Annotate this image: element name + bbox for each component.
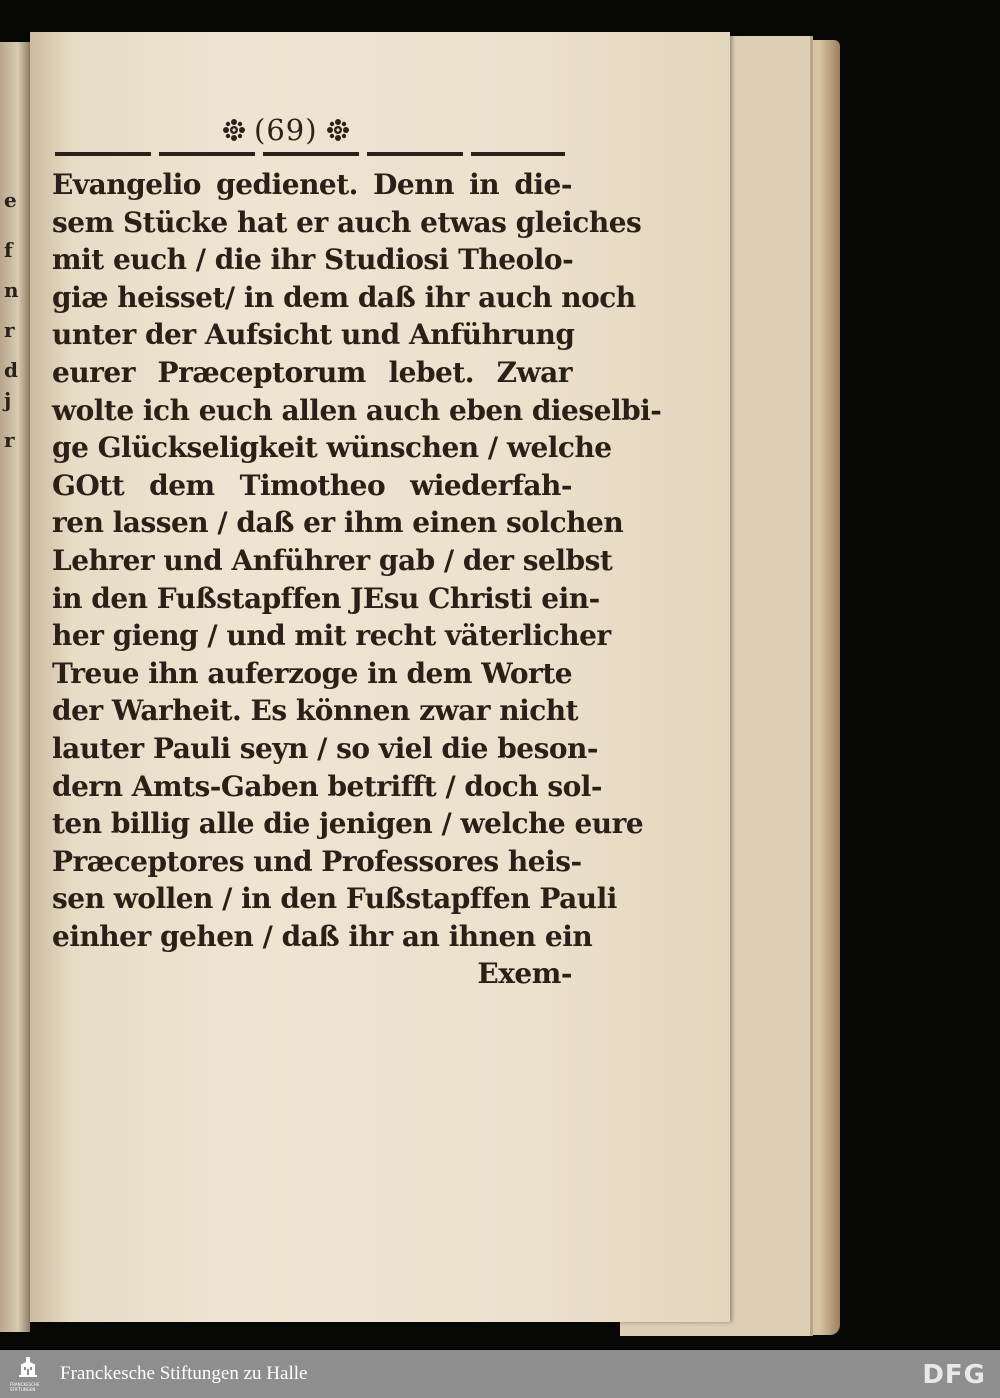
building-icon xyxy=(17,1356,39,1382)
flower-ornament-icon xyxy=(326,118,350,142)
page-header xyxy=(222,110,422,150)
text-line: eurer Præceptorum lebet. Zwar xyxy=(52,355,572,389)
left-page-fragment: f xyxy=(4,238,13,262)
flower-ornament-icon xyxy=(222,118,246,142)
text-line: einher gehen / daß ihr an ihnen ein xyxy=(52,919,593,953)
text-line: in den Fußstapffen JEsu Christi ein- xyxy=(52,581,600,615)
book-page xyxy=(30,32,730,1322)
left-page-fragment: n xyxy=(4,278,19,302)
text-line: unter der Aufsicht und Anführung xyxy=(52,318,575,352)
text-line: lauter Pauli seyn / so viel die beson- xyxy=(52,731,599,765)
text-line: wolte ich euch allen auch eben dieselbi- xyxy=(52,393,662,427)
text-line: ge Glückseligkeit wünschen / welche xyxy=(52,431,612,465)
text-line: Lehrer und Anführer gab / der selbst xyxy=(52,543,613,577)
franckesche-stiftungen-logo[interactable] xyxy=(10,1352,46,1396)
text-line: dern Amts-Gaben betrifft / doch sol- xyxy=(52,769,603,803)
text-line: mit euch / die ihr Studiosi Theolo- xyxy=(52,243,574,277)
text-line: Præceptores und Professores heis- xyxy=(52,844,582,878)
text-line: sem Stücke hat er auch etwas gleiches xyxy=(52,205,642,239)
header-rule xyxy=(55,152,565,156)
left-page-fragment: e xyxy=(4,188,17,212)
catchword: Exem- xyxy=(477,957,572,991)
page-number: (69) xyxy=(254,113,318,147)
text-line: der Warheit. Es können zwar nicht xyxy=(52,694,579,728)
footer-bar xyxy=(0,1350,1000,1398)
text-line: sen wollen / in den Fußstapffen Pauli xyxy=(52,882,617,916)
logo-caption: FRANCKESCHE STIFTUNGEN xyxy=(10,1382,40,1392)
institution-name: Franckesche Stiftungen zu Halle xyxy=(60,1363,308,1384)
left-page-fragment: r xyxy=(4,428,15,452)
previous-page-edge xyxy=(0,42,30,1332)
text-line: Evangelio gedienet. Denn in die- xyxy=(52,168,572,201)
text-line: Treue ihn auferzoge in dem Worte xyxy=(52,656,573,690)
text-line: ten billig alle die jenigen / welche eure xyxy=(52,807,644,841)
text-line: GOtt dem Timotheo wiederfah- xyxy=(52,468,572,502)
dfg-logo[interactable]: DFG xyxy=(922,1360,986,1390)
left-page-fragment: r xyxy=(4,318,15,342)
left-page-fragment: d xyxy=(4,358,18,382)
text-line: giæ heisset/ in dem daß ihr auch noch xyxy=(52,280,636,314)
text-line: her gieng / und mit recht väterlicher xyxy=(52,619,611,653)
left-page-fragment: j xyxy=(4,388,12,412)
body-text xyxy=(52,166,662,993)
text-line: ren lassen / daß er ihm einen solchen xyxy=(52,506,624,540)
